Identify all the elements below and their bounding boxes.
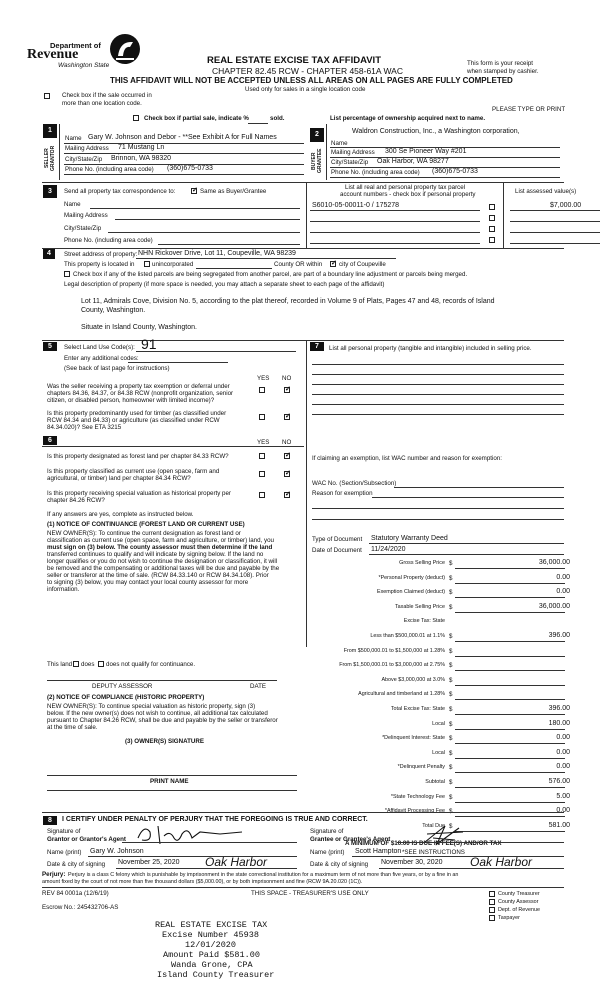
s5-q2-line3: 84.34.020)? See ETA 3215 bbox=[47, 424, 122, 431]
s5-q1-line3: citizen, or disabled person, homeowner with limited income)? bbox=[47, 397, 215, 404]
seller-phone-label: Phone No. (including area code) bbox=[65, 166, 154, 173]
notice-continuance-line: be removed and the compensating or additional taxes will be due and payable by the bbox=[47, 565, 280, 572]
perjury-text-1: Perjury is a class C felony which is punishable by imprisonment in the state correctional institution for a maximum term of not more than five years, or by a fine in an bbox=[68, 872, 459, 878]
s5-q2-yes-checkbox[interactable] bbox=[259, 414, 265, 420]
tax-row-underline bbox=[455, 641, 565, 642]
grantee-date-city-label: Date & city of signing bbox=[310, 861, 369, 868]
tax-row-value[interactable]: 0.00 bbox=[556, 734, 570, 741]
grantor-sig-of: Signature of bbox=[47, 828, 81, 835]
tax-row-value[interactable]: 0.00 bbox=[556, 588, 570, 595]
document-type[interactable]: Statutory Warranty Deed bbox=[371, 535, 448, 542]
s5-q1-no-checkbox[interactable] bbox=[284, 387, 290, 393]
tax-row-label: Total Excise Tax: State bbox=[390, 706, 445, 712]
same-as-buyer-checkbox[interactable] bbox=[191, 188, 197, 194]
tax-row-underline bbox=[455, 772, 565, 773]
tax-row-value[interactable]: 36,000.00 bbox=[538, 603, 570, 610]
tax-row-value[interactable]: 396.00 bbox=[548, 705, 570, 712]
grantee-name-label: Name (print) bbox=[310, 849, 345, 856]
tax-row-currency: $ bbox=[449, 823, 453, 830]
tax-row-underline bbox=[455, 597, 565, 598]
receipt-note-1: This form is your receipt bbox=[467, 60, 534, 67]
personal-property-checkbox-2[interactable] bbox=[489, 215, 495, 221]
buyer-phone[interactable]: (360)675-0733 bbox=[432, 168, 478, 175]
tax-row-currency: $ bbox=[449, 633, 453, 640]
section-4-number: 4 bbox=[43, 249, 55, 259]
seller-name[interactable]: Gary W. Johnson and Debor - **See Exhibit A for Full Names bbox=[88, 134, 277, 141]
notice-compliance-line: pursuant to Chapter 84.26 RCW, shall be due and payable by the seller or transferor bbox=[47, 717, 278, 724]
deputy-assessor-label: DEPUTY ASSESSOR bbox=[92, 683, 153, 690]
s6-yes-header: YES bbox=[257, 439, 270, 446]
tax-row-value[interactable]: 0.00 bbox=[556, 763, 570, 770]
certify-statement: I CERTIFY UNDER PENALTY OF PERJURY THAT THE FOREGOING IS TRUE AND CORRECT. bbox=[62, 816, 368, 823]
multi-location-label: Check box if the sale occurred in bbox=[62, 92, 152, 99]
tax-row-label: From $1,500,000.01 to $3,000,000 at 2.75% bbox=[339, 662, 445, 668]
seller-phone[interactable]: (360)675-0733 bbox=[167, 165, 213, 172]
grantee-signing-city[interactable]: Oak Harbor bbox=[470, 855, 533, 869]
tax-row-underline bbox=[455, 758, 565, 759]
tax-row-label: Less than $500,000.01 at 1.1% bbox=[370, 633, 445, 639]
list-percentage: List percentage of ownership acquired next to name. bbox=[330, 115, 486, 122]
s5-q2-line1: Is this property predominantly used for timber (as classified under bbox=[47, 410, 227, 417]
s6-q2-no-checkbox[interactable] bbox=[284, 471, 290, 477]
s5-q1-line1: Was the seller receiving a property tax exemption or deferral under bbox=[47, 383, 230, 390]
grantor-name-label: Name (print) bbox=[47, 849, 82, 856]
tax-row-currency: $ bbox=[449, 764, 453, 771]
receipt-note-2: when stamped by cashier. bbox=[467, 68, 539, 75]
tax-row-label: Local bbox=[432, 721, 445, 727]
tax-row-currency: $ bbox=[449, 575, 453, 582]
corr-phone-label: Phone No. (including area code) bbox=[64, 237, 153, 244]
see-instructions-note: *SEE INSTRUCTIONS bbox=[402, 849, 465, 856]
s6-q3-no-checkbox[interactable] bbox=[284, 492, 290, 498]
tax-row-currency: $ bbox=[449, 779, 453, 786]
tax-row-currency: $ bbox=[449, 706, 453, 713]
tax-row-value[interactable]: 0.00 bbox=[556, 574, 570, 581]
tax-row-currency: $ bbox=[449, 560, 453, 567]
buyer-address[interactable]: 300 Se Pioneer Way #201 bbox=[385, 148, 467, 155]
tax-row-label: *Delinquent Penalty bbox=[397, 764, 445, 770]
buyer-phone-label: Phone No. (including area code) bbox=[331, 169, 420, 176]
s6-q2-line1: Is this property classified as current use (open space, farm and bbox=[47, 468, 220, 475]
tax-row-currency: $ bbox=[449, 750, 453, 757]
located-in-label: This property is located in bbox=[64, 261, 135, 268]
single-location-note: Used only for sales in a single location code bbox=[245, 86, 366, 93]
dor-seal-icon bbox=[108, 32, 142, 66]
logo-revenue: Revenue bbox=[27, 47, 79, 62]
perjury-bold: Perjury: bbox=[42, 871, 66, 878]
s5-q1-line2: chapters 84.36, 84.37, or 84.38 RCW (nonprofit organization, senior bbox=[47, 390, 234, 397]
tax-row-value[interactable]: 0.00 bbox=[556, 749, 570, 756]
escrow-number: Escrow No.: 245432706-AS bbox=[42, 904, 119, 911]
tax-row-currency: $ bbox=[449, 794, 453, 801]
tax-row-label: Agricultural and timberland at 1.28% bbox=[358, 691, 445, 697]
tax-row-currency: $ bbox=[449, 648, 453, 655]
tax-row-label: *Affidavit Processing Fee bbox=[384, 808, 445, 814]
grantee-agent-label: Grantee or Grantee's Agent bbox=[310, 836, 391, 843]
copy-dept-revenue-checkbox[interactable] bbox=[489, 907, 495, 913]
segregated-label: Check box if any of the listed parcels are being segregated from another parcel, are part of a boundary line adjustment or parcels being merged. bbox=[73, 271, 468, 278]
land-use-label: Select Land Use Code(s): bbox=[64, 344, 135, 351]
tax-row-label: Subtotal bbox=[425, 779, 445, 785]
land-does-checkbox[interactable] bbox=[73, 661, 79, 667]
tax-row-label: From $500,000.01 to $1,500,000 at 1.28% bbox=[343, 648, 445, 654]
personal-property-checkbox-3[interactable] bbox=[489, 226, 495, 232]
notice-continuance-line: must sign on (3) below. The county assessor must then determine if the land bbox=[47, 544, 273, 551]
tax-row-label: Gross Selling Price bbox=[399, 560, 445, 566]
tax-row-value[interactable]: 180.00 bbox=[548, 720, 570, 727]
stamp-line-1: REAL ESTATE EXCISE TAX bbox=[155, 920, 268, 930]
corr-address-label: Mailing Address bbox=[64, 212, 108, 219]
parcel-list-header-1: List all real and personal property tax parcel bbox=[345, 184, 466, 191]
same-as-buyer-label: Same as Buyer/Grantee bbox=[200, 188, 267, 195]
segregated-checkbox[interactable] bbox=[64, 271, 70, 277]
partial-sale-checkbox[interactable] bbox=[133, 115, 139, 121]
copy-taxpayer: Taxpayer bbox=[498, 915, 520, 921]
legal-description-line-2: County, Washington. bbox=[81, 307, 146, 314]
minimum-due-note: A MINIMUM OF $10.00 IS DUE IN FEE(S) AND/OR TAX bbox=[345, 840, 502, 847]
tax-row-underline bbox=[455, 568, 565, 569]
section-8-number: 8 bbox=[43, 816, 57, 825]
owner-signature-label: (3) OWNER(S) SIGNATURE bbox=[125, 738, 204, 745]
seller-address[interactable]: 71 Mustang Ln bbox=[118, 144, 165, 151]
tax-row-label: Total Due bbox=[422, 823, 445, 829]
tax-row-label: *Delinquent Interest: State bbox=[382, 735, 445, 741]
city-of-label: city of Coupeville bbox=[339, 261, 386, 268]
tax-row-currency: $ bbox=[449, 662, 453, 669]
grantee-sig-of: Signature of bbox=[310, 828, 344, 835]
stamp-line-2: Excise Number 45938 bbox=[162, 930, 259, 940]
tax-row-underline bbox=[455, 612, 565, 613]
tax-row-label: Excise Tax: State bbox=[403, 618, 445, 624]
s5-q1-yes-checkbox[interactable] bbox=[259, 387, 265, 393]
s5-yes-header: YES bbox=[257, 375, 270, 382]
assessed-header: List assessed value(s) bbox=[515, 188, 577, 195]
perjury-text-2: amount fixed by the court of not more than five thousand dollars ($5,000.00), or by both imprisonment and fine (RCW 9A.20.020 (1C)). bbox=[42, 879, 363, 885]
wac-number-label: WAC No. (Section/Subsection) bbox=[312, 480, 397, 487]
notice-continuance-line: longer qualifies or you do not wish to continue the designation or classification, it will bbox=[47, 558, 278, 565]
grantee-printed-name[interactable]: Scott Hampton bbox=[355, 848, 402, 855]
logo-state: Washington State bbox=[58, 62, 110, 69]
tax-row-underline bbox=[455, 802, 565, 803]
grantor-agent-label: Grantor or Grantor's Agent bbox=[47, 836, 126, 843]
personal-property-checkbox-1[interactable] bbox=[489, 204, 495, 210]
notice-compliance-line: at the time of sale. bbox=[47, 724, 98, 731]
tax-row-currency: $ bbox=[449, 677, 453, 684]
tax-row-currency: $ bbox=[449, 721, 453, 728]
s6-q2-line2: agricultural, or timber) land per chapter 84.34 RCW? bbox=[47, 475, 191, 482]
tax-row-currency: $ bbox=[449, 604, 453, 611]
tax-row-label: Above $3,000,000 at 3.0% bbox=[381, 677, 445, 683]
grantee-signing-date[interactable]: November 30, 2020 bbox=[381, 859, 443, 866]
buyer-name-label: Name bbox=[331, 140, 348, 147]
please-type: PLEASE TYPE OR PRINT bbox=[492, 106, 566, 113]
s6-q3-line2: chapter 84.26 RCW? bbox=[47, 497, 105, 504]
form-title: REAL ESTATE EXCISE TAX AFFIDAVIT bbox=[207, 55, 382, 66]
notice-continuance-line: to signing (3) below, you may contact your local county assessor for more bbox=[47, 579, 249, 586]
tax-row-value[interactable]: 576.00 bbox=[548, 778, 570, 785]
legal-description-line-1: Lot 11, Admirals Cove, Division No. 5, according to the plat thereof, recorded in Volume 9 of Plats, Pages 47 and 48, records of Island bbox=[81, 298, 495, 305]
tax-row-underline bbox=[455, 685, 565, 686]
section-2-number: 2 bbox=[310, 128, 324, 142]
tax-row-value[interactable]: 5.00 bbox=[556, 793, 570, 800]
revision-label: REV 84 0001a (12/6/19) bbox=[42, 890, 109, 897]
section-6-number: 6 bbox=[43, 436, 57, 445]
copy-county-treasurer-checkbox[interactable] bbox=[489, 891, 495, 897]
send-correspondence-label: Send all property tax correspondence to: bbox=[64, 188, 176, 195]
tax-row-underline bbox=[455, 743, 565, 744]
grantor-date-city-label: Date & city of signing bbox=[47, 861, 106, 868]
stamp-line-5: Wanda Grone, CPA bbox=[171, 960, 253, 970]
form-chapter: CHAPTER 82.45 RCW - CHAPTER 458-61A WAC bbox=[212, 66, 403, 76]
within-city-checkbox[interactable] bbox=[330, 261, 336, 267]
corr-city-label: City/State/Zip bbox=[64, 225, 102, 232]
buyer-city[interactable]: Oak Harbor, WA 98277 bbox=[377, 158, 449, 165]
tax-row-label: Taxable Selling Price bbox=[394, 604, 445, 610]
unincorporated-checkbox[interactable] bbox=[144, 261, 150, 267]
buyer-name[interactable]: Waldron Construction, Inc., a Washington corporation, bbox=[352, 128, 520, 135]
print-name-label: PRINT NAME bbox=[150, 778, 189, 785]
legal-description-label: Legal description of property (if more space is needed, you may attach a separate sheet to each page of the affidavit) bbox=[64, 281, 385, 288]
sold-label: sold. bbox=[270, 115, 285, 122]
corr-name-label: Name bbox=[64, 201, 81, 208]
unincorporated-label: unincorporated bbox=[152, 261, 194, 268]
seller-side-label: SELLER GRANTOR bbox=[44, 145, 56, 171]
seller-name-label: Name bbox=[65, 135, 82, 142]
treasurer-use-label: THIS SPACE - TREASURER'S USE ONLY bbox=[251, 890, 369, 897]
s6-q1-yes-checkbox[interactable] bbox=[259, 453, 265, 459]
section-3-number: 3 bbox=[43, 185, 57, 198]
does-label: does bbox=[81, 661, 95, 668]
section-5-number: 5 bbox=[43, 342, 57, 351]
notice-continuance-line: NEW OWNER(S): To continue the current designation as forest land or bbox=[47, 530, 241, 537]
tax-row-value[interactable]: 396.00 bbox=[548, 632, 570, 639]
buyer-city-label: City/State/Zip bbox=[331, 159, 369, 166]
section-7-number: 7 bbox=[310, 342, 324, 351]
s6-q3-yes-checkbox[interactable] bbox=[259, 492, 265, 498]
seller-city[interactable]: Brinnon, WA 98320 bbox=[111, 155, 172, 162]
copy-dept-revenue: Dept. of Revenue bbox=[498, 907, 540, 913]
tax-row-currency: $ bbox=[449, 735, 453, 742]
tax-row-underline bbox=[455, 714, 565, 715]
property-street-address[interactable]: NHN Rickover Drive, Lot 11, Coupeville, WA 98239 bbox=[138, 250, 296, 257]
grantor-signing-city[interactable]: Oak Harbor bbox=[205, 855, 268, 869]
see-back-note: (See back of last page for instructions) bbox=[64, 365, 170, 372]
assessed-value[interactable]: $7,000.00 bbox=[550, 202, 582, 209]
legal-description-line-3: Situate in Island County, Washington. bbox=[81, 324, 197, 331]
s5-q2-no-checkbox[interactable] bbox=[284, 414, 290, 420]
does-not-label: does not qualify for continuance. bbox=[106, 661, 196, 668]
document-date[interactable]: 11/24/2020 bbox=[371, 546, 406, 553]
stamp-line-3: 12/01/2020 bbox=[185, 940, 237, 950]
tax-row-underline bbox=[455, 699, 565, 700]
parcel-list-header-2: account numbers - check box if personal property bbox=[340, 191, 476, 198]
s5-q2-line2: RCW 84.34 and 84.33) or agriculture (as classified under RCW bbox=[47, 417, 220, 424]
tax-row-value[interactable]: 0.00 bbox=[556, 807, 570, 814]
notice-continuance-title: (1) NOTICE OF CONTINUANCE (FOREST LAND OR CURRENT USE) bbox=[47, 521, 245, 528]
land-does-not-checkbox[interactable] bbox=[98, 661, 104, 667]
if-yes-note: If any answers are yes, complete as instructed below. bbox=[47, 511, 194, 518]
personal-property-checkbox-4[interactable] bbox=[489, 237, 495, 243]
grantee-signature[interactable] bbox=[415, 820, 475, 848]
tax-row-label: Local bbox=[432, 750, 445, 756]
tax-row-value[interactable]: 581.00 bbox=[548, 822, 570, 829]
grantor-signing-date[interactable]: November 25, 2020 bbox=[118, 859, 180, 866]
section-1-number: 1 bbox=[43, 124, 57, 138]
stamp-line-6: Island County Treasurer bbox=[157, 970, 275, 980]
copy-county-assessor: County Assessor bbox=[498, 899, 539, 905]
tax-row-currency: $ bbox=[449, 589, 453, 596]
tax-row-value[interactable]: 36,000.00 bbox=[538, 559, 570, 566]
notice-continuance-line: information. bbox=[47, 586, 80, 593]
notice-compliance-title: (2) NOTICE OF COMPLIANCE (HISTORIC PROPERTY) bbox=[47, 694, 205, 701]
s5-no-header: NO bbox=[282, 375, 292, 382]
partial-sale-label: Check box if partial sale, indicate % bbox=[144, 115, 249, 122]
buyer-side-label: BUYER GRANTEE bbox=[311, 148, 323, 174]
notice-continuance-line: classification as current use (open space, farm and agriculture, or timber) land, you bbox=[47, 537, 274, 544]
copy-taxpayer-checkbox[interactable] bbox=[489, 915, 495, 921]
tax-row-underline bbox=[455, 729, 565, 730]
parcel-number[interactable]: S6010-05-00011-0 / 175278 bbox=[312, 202, 400, 209]
land-use-code[interactable]: 91 bbox=[141, 336, 157, 352]
street-address-label: Street address of property: bbox=[64, 251, 138, 258]
buyer-address-label: Mailing Address bbox=[331, 149, 375, 156]
notice-compliance-line: below. If the new owner(s) does not wish to continue, all additional tax calculated bbox=[47, 710, 268, 717]
s6-q2-yes-checkbox[interactable] bbox=[259, 471, 265, 477]
tax-row-label: Exemption Claimed (deduct) bbox=[376, 589, 445, 595]
tax-row-underline bbox=[455, 656, 565, 657]
document-date-label: Date of Document bbox=[312, 547, 362, 554]
stamp-line-4: Amount Paid $581.00 bbox=[163, 950, 260, 960]
s6-no-header: NO bbox=[282, 439, 292, 446]
multi-location-checkbox[interactable] bbox=[44, 93, 50, 99]
county-or-within-label: County OR within bbox=[274, 261, 323, 268]
tax-row-label: *Personal Property (deduct) bbox=[378, 575, 445, 581]
exemption-reason-label: Reason for exemption bbox=[312, 490, 373, 497]
multi-location-label-2: more than one location code. bbox=[62, 100, 142, 107]
this-land-label: This land bbox=[47, 661, 73, 668]
grantor-signature[interactable] bbox=[130, 818, 250, 848]
logo-dept: Department of bbox=[50, 41, 101, 50]
notice-continuance-line: seller or transferor at the time of sale. (RCW 84.33.140 or RCW 84.34.108). Prior bbox=[47, 572, 269, 579]
tax-row-currency: $ bbox=[449, 691, 453, 698]
copy-county-treasurer: County Treasurer bbox=[498, 891, 540, 897]
copy-county-assessor-checkbox[interactable] bbox=[489, 899, 495, 905]
seller-city-label: City/State/Zip bbox=[65, 156, 103, 163]
tax-row-currency: $ bbox=[449, 808, 453, 815]
tax-row-underline bbox=[455, 583, 565, 584]
wac-claim-label: If claiming an exemption, list WAC number and reason for exemption: bbox=[312, 455, 502, 462]
form-warning: THIS AFFIDAVIT WILL NOT BE ACCEPTED UNLESS ALL AREAS ON ALL PAGES ARE FULLY COMPLETED bbox=[110, 76, 513, 85]
s6-q1-no-checkbox[interactable] bbox=[284, 453, 290, 459]
document-type-label: Type of Document bbox=[312, 536, 363, 543]
notice-continuance-line: transferred continues to qualify and will indicate by signing below. If the land no bbox=[47, 551, 264, 558]
s6-q3-line1: Is this property receiving special valuation as historical property per bbox=[47, 490, 231, 497]
s6-q1: Is this property designated as forest land per chapter 84.33 RCW? bbox=[47, 453, 229, 460]
grantor-printed-name[interactable]: Gary W. Johnson bbox=[90, 848, 144, 855]
tax-row-underline bbox=[455, 816, 565, 817]
tax-row-label: *State Technology Fee bbox=[390, 794, 445, 800]
personal-property-label: List all personal property (tangible and intangible) included in selling price. bbox=[329, 345, 532, 352]
tax-row-underline bbox=[455, 787, 565, 788]
notice-compliance-line: NEW OWNER(S): To continue special valuation as historic property, sign (3) bbox=[47, 703, 256, 710]
tax-row-underline bbox=[455, 670, 565, 671]
seller-address-label: Mailing Address bbox=[65, 145, 109, 152]
assessor-date-label: DATE bbox=[250, 683, 267, 690]
additional-codes-label: Enter any additional codes: bbox=[64, 355, 139, 362]
